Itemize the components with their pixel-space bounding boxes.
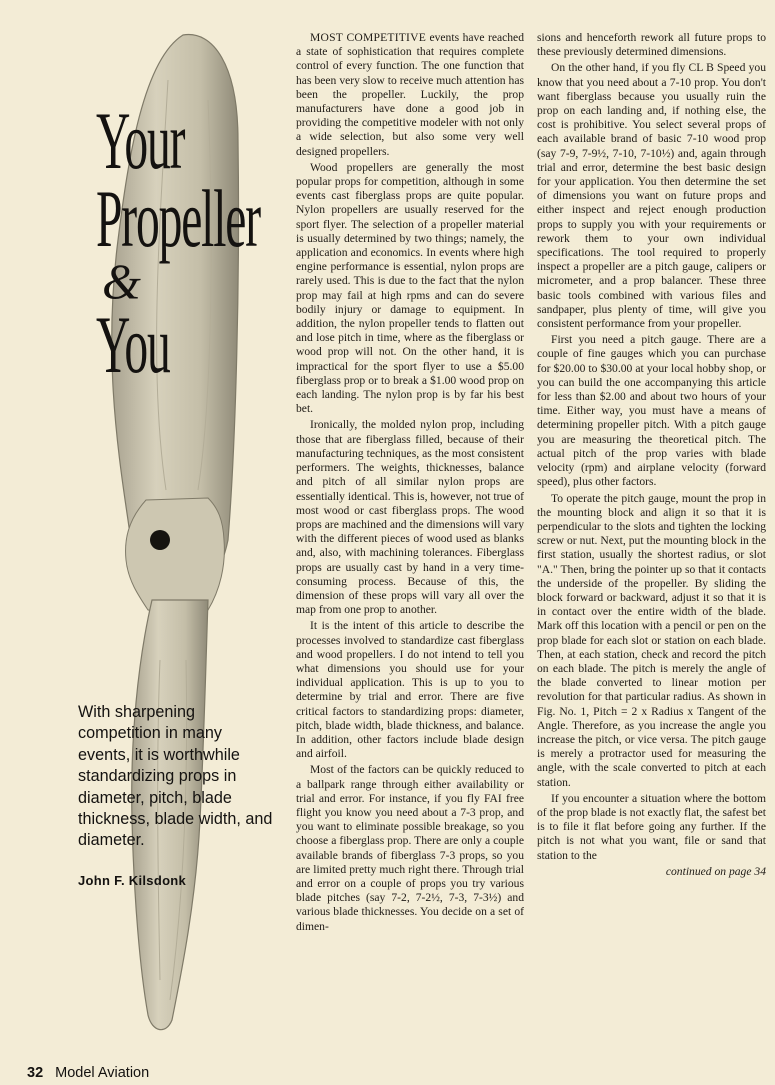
continued-note: continued on page 34 xyxy=(665,864,766,878)
propeller-hub xyxy=(126,498,225,610)
magazine-name: Model Aviation xyxy=(55,1065,150,1081)
title-ampersand: & xyxy=(102,253,141,309)
paragraph: It is the intent of this article to describe the processes involved to standardize cast fiberglass and wood propellers. I do not intend to tell you what dimensions you should use for your individual application. This is up to you to determine by trial and error. There are five critical factors to standardizing props: diameter, pitch, blade width, blade thickness, and balance. In addition, other factors include blade design and airfoil. xyxy=(296,619,524,761)
page-footer xyxy=(27,1065,149,1081)
title-word-propeller: Propeller xyxy=(96,173,260,264)
page-number: 32 xyxy=(27,1065,44,1081)
paragraph: If you encounter a situation where the bottom of the prop blade is not exactly flat, the safest bet is to file it flat before going any further. If the pitch is not what you want, file or sand that station to the xyxy=(537,791,766,862)
paragraph: To operate the pitch gauge, mount the prop in the mounting block and align it so that it is perpendicular to the slots and tighten the locking screw or nut. Next, put the mounting block in the first station, usually the shortest radius, or slot "A." Then, bring the pointer up so that it contacts the underside of the propeller. By sliding the block forward or backward, adjust it so that it is in contact over the entire width of the blade. Mark off this location with a pencil or pen on the prop blade for each slot or station on each blade. Then, at each station, check and record the pitch on each blade. The pitch is merely the angle of the blade converted to linear motion per revolution for that particular radius. As shown in Fig. No. 1, Pitch = 2 x Radius x Tangent of the Angle. Therefore, as you increase the angle you increase the pitch, or vice versa. The pitch gauge is merely a protractor used for measuring the angle, with the scale converted to pitch at each station. xyxy=(537,491,766,789)
title-word-your: Your xyxy=(96,95,185,186)
propeller-shaft-hole xyxy=(150,530,170,550)
lead-in: MOST COMPETITIVE xyxy=(310,31,426,44)
paragraph: sions and henceforth rework all future props to these previously determined dimensions. xyxy=(537,31,766,59)
article-author: John F. Kilsdonk xyxy=(78,873,187,888)
paragraph: Wood propellers are generally the most popular props for competition, although in some events cast fiberglass props are quite popular. Nylon propellers are usually reserved for the sport flyer. The selection of a propeller material is usually determined by two things; namely, the application and economics. In events where high engine performance is essential, nylon props are rarely used. This is due to the fact that the nylon prop may fail at high rpms and can do severe bodily injury or damage to equipment. In addition, the nylon propeller tends to flatten out and lose pitch in time, where as the fiberglass or wood prop will not. On the other hand, it is impractical for the sport flyer to use a $5.00 fiberglass prop or to break a $1.00 wood prop on each landing. The nylon prop is by far his best bet. xyxy=(296,160,524,416)
article-column-1 xyxy=(296,31,524,1061)
paragraph: On the other hand, if you fly CL B Speed you know that you need about a 7-10 prop. You don't want fiberglass because you usually ruin the prop on each landing and, if nothing else, the cost is prohibitive. You select several props of each available brand of basic 7-10 wood prop (say 7-9, 7-9½, 7-10, 7-10½) and, again through trial and error, determine the best basic design for your application. You then determine the set of dimensions you want on future props and either inspect and reject enough production props to supply you with your requirements or rework them to your own individual specifications. The tool required to properly inspect a propeller are a pitch gauge, calipers or micrometer, and a prop balancer. These three basic tools combined with various files and sandpaper, plus plenty of time, will give you consistent performance from your propeller. xyxy=(537,61,766,331)
article-blurb: With sharpening competition in many events, it is worthwhile standardizing props in diameter, pitch, blade thickness, blade width, and diameter. xyxy=(78,703,273,850)
paragraph: First you need a pitch gauge. There are a couple of fine gauges which you can purchase for $20.00 to $30.00 at your local hobby shop, or you can build the one accompanying this article for less than $2.00 and about two hours of your time. Either way, you must have a means of determining propeller pitch. With a pitch gauge you are measuring the theoretical pitch. The actual pitch of the prop varies with blade velocity (rpm) and airplane velocity (forward speed), plus other factors. xyxy=(537,333,766,489)
article-title xyxy=(96,95,296,390)
title-word-you: You xyxy=(96,299,170,390)
article-column-2 xyxy=(537,31,766,1061)
paragraph: Ironically, the molded nylon prop, including those that are fiberglass filled, because of their manufacturing techniques, as the most consistent performers. The weights, thicknesses, balance and pitch of all similar nylon props are essentially identical. This is, however, not true of most wood or cast fiberglass props. The wood props are machined and the dimensions will vary with the different pieces of wood used as blanks and, also, with machining tolerances. Fiberglass props are usually cast by hand in a very time-consuming process. Because of this, the dimension of these props will vary all over the map from one prop to another. xyxy=(296,418,524,617)
paragraph: Most of the factors can be quickly reduced to a ballpark range through either availability or trial and error. For instance, if you fly FAI free flight you know you need about a 7-3 prop, and you want to eliminate possible breakage, so you choose a fiberglass prop. There are only a couple available brands of fiberglass 7-3 props, so you are limited pretty much right there. Through trial and error on a couple of props you try various blade pitches (say 7-2, 7-2½, 7-3, 7-3½) and various blade thicknesses. You decide on a set of dimen- xyxy=(296,763,524,933)
paragraph: MOST COMPETITIVE events have reached a state of sophistication that requires complete control of every function. The one function that has been very slow to receive much attention has been the propeller. Luckily, the prop manufacturers have done a good job in providing the competitive modeler with not only a wide selection, but also some very well designed propellers. xyxy=(296,31,524,158)
